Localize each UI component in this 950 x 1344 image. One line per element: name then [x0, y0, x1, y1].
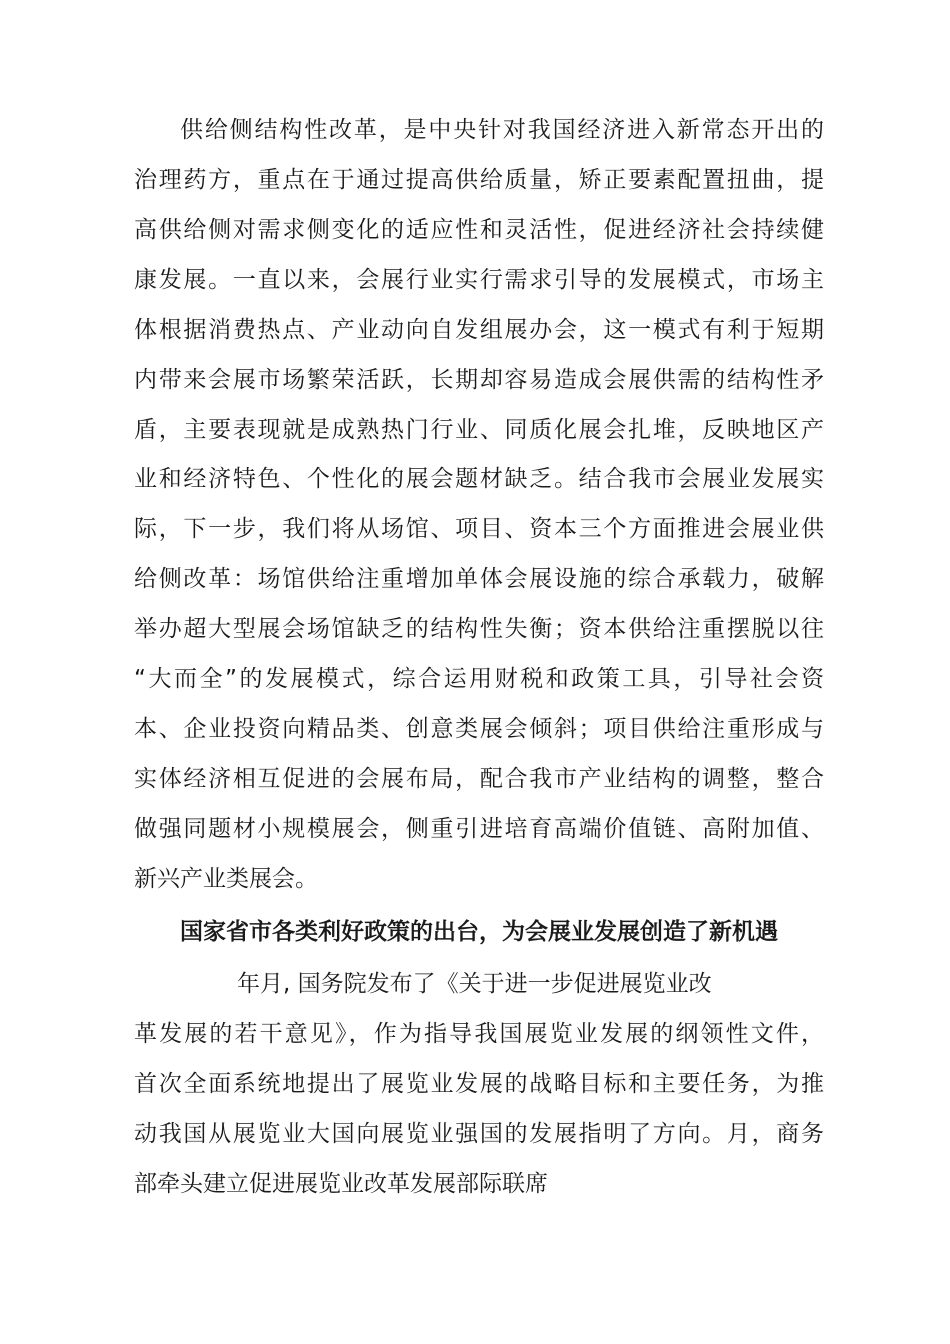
section-heading: 国家省市各类利好政策的出台，为会展业发展创造了新机遇	[180, 919, 778, 945]
paragraph-1-line: 治理药方，重点在于通过提高供给质量，矫正要素配置扭曲，提	[134, 167, 824, 193]
paragraph-1-line: 业和经济特色、个性化的展会题材缺乏。结合我市会展业发展实	[134, 466, 824, 492]
paragraph-2-line: 部牵头建立促进展览业改革发展部际联席	[134, 1171, 548, 1197]
paragraph-1-line: 实体经济相互促进的会展布局，配合我市产业结构的调整，整合	[134, 766, 824, 792]
paragraph-1-line: 高供给侧对需求侧变化的适应性和灵活性，促进经济社会持续健	[134, 217, 824, 243]
paragraph-1-line: 康发展。一直以来，会展行业实行需求引导的发展模式，市场主	[134, 267, 824, 293]
paragraph-1-line: “大而全”的发展模式，综合运用财税和政策工具，引导社会资	[134, 666, 824, 692]
paragraph-1-line: 新兴产业类展会。	[134, 866, 318, 892]
paragraph-1-line: 做强同题材小规模展会，侧重引进培育高端价值链、高附加值、	[134, 816, 824, 842]
paragraph-1-line: 给侧改革：场馆供给注重增加单体会展设施的综合承载力，破解	[134, 566, 824, 592]
paragraph-1-line: 际，下一步，我们将从场馆、项目、资本三个方面推进会展业供	[134, 516, 824, 542]
paragraph-2-line: 革发展的若干意见》，作为指导我国展览业发展的纲领性文件，	[134, 1021, 824, 1047]
paragraph-1-line: 内带来会展市场繁荣活跃，长期却容易造成会展供需的结构性矛	[134, 367, 824, 393]
paragraph-2-line: 动我国从展览业大国向展览业强国的发展指明了方向。月，商务	[134, 1121, 824, 1147]
paragraph-1-line: 体根据消费热点、产业动向自发组展办会，这一模式有利于短期	[134, 317, 824, 343]
paragraph-1-line: 举办超大型展会场馆缺乏的结构性失衡；资本供给注重摆脱以往	[134, 616, 824, 642]
paragraph-2-line: 年月, 国务院发布了《关于进一步促进展览业改	[237, 971, 712, 997]
paragraph-2-line: 首次全面系统地提出了展览业发展的战略目标和主要任务，为推	[134, 1071, 824, 1097]
paragraph-1-line: 盾，主要表现就是成熟热门行业、同质化展会扎堆，反映地区产	[134, 417, 824, 443]
paragraph-1-line: 本、企业投资向精品类、创意类展会倾斜；项目供给注重形成与	[134, 716, 824, 742]
paragraph-1-line: 供给侧结构性改革，是中央针对我国经济进入新常态开出的	[180, 117, 824, 143]
